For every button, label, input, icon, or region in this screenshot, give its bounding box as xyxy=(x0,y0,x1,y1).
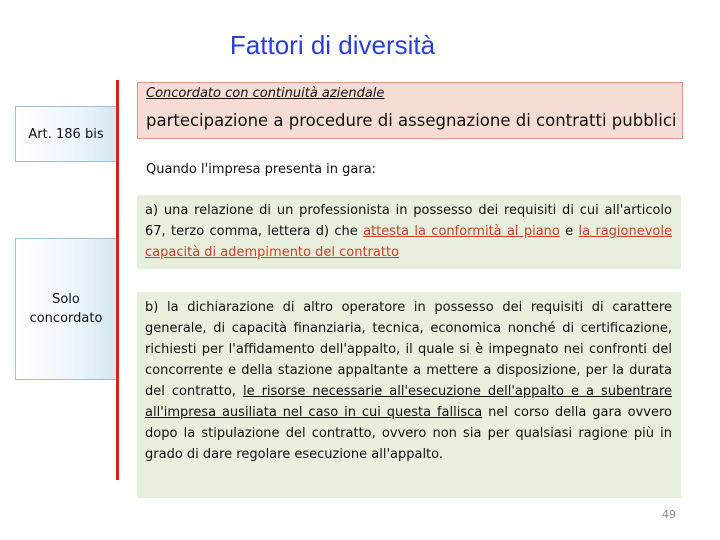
intro-text: Quando l'impresa presenta in gara: xyxy=(146,162,377,177)
item-a-text: a) una relazione di un professionista in possesso dei requisiti di cui all'articolo 67, terzo comma, lettera d) che xyxy=(145,203,672,239)
item-a-box xyxy=(137,195,681,269)
header-main-text: partecipazione a procedure di assegnazione di contratti pubblici xyxy=(146,111,677,130)
vertical-divider xyxy=(116,80,119,480)
article-label xyxy=(15,106,117,162)
article-label-text: Art. 186 bis xyxy=(28,126,104,142)
header-box xyxy=(137,82,683,139)
item-b-text: b) la dichiarazione di altro operatore in possesso dei requisiti di carattere generale, di capacità finanziaria, tecnica, economica nonché di certificazione, richiesti per l'affidamento dell'appalto, il quale si è impegnato nei confronti del concorrente e della stazione appaltante a mettere a disposizione, per la durata del contratto, xyxy=(145,300,672,399)
item-a-highlight-2: la ragionevole capacità di adempimento del contratto xyxy=(145,224,672,260)
item-b-box xyxy=(137,292,681,498)
item-a-highlight-1: attesta la conformità al piano xyxy=(363,224,560,239)
solo-label-line1: Solo xyxy=(52,292,80,307)
item-b-text-2: nel corso della gara ovvero dopo la stipulazione del contratto, ovvero non sia per qualsiasi ragione più in grado di dare regolare esecuzione all'appalto. xyxy=(145,405,672,462)
item-a-text-2: e xyxy=(559,224,579,239)
item-b-underlined: le risorse necessarie all'esecuzione dell'appalto e a subentrare all'impresa ausiliata nel caso in cui questa fallisca xyxy=(145,384,673,420)
solo-concordato-label xyxy=(15,238,117,380)
solo-label-line2: concordato xyxy=(29,311,103,326)
header-subtitle: Concordato con continuità aziendale xyxy=(146,86,385,101)
page-title: Fattori di diversità xyxy=(229,30,436,60)
page-number: 49 xyxy=(662,508,676,521)
